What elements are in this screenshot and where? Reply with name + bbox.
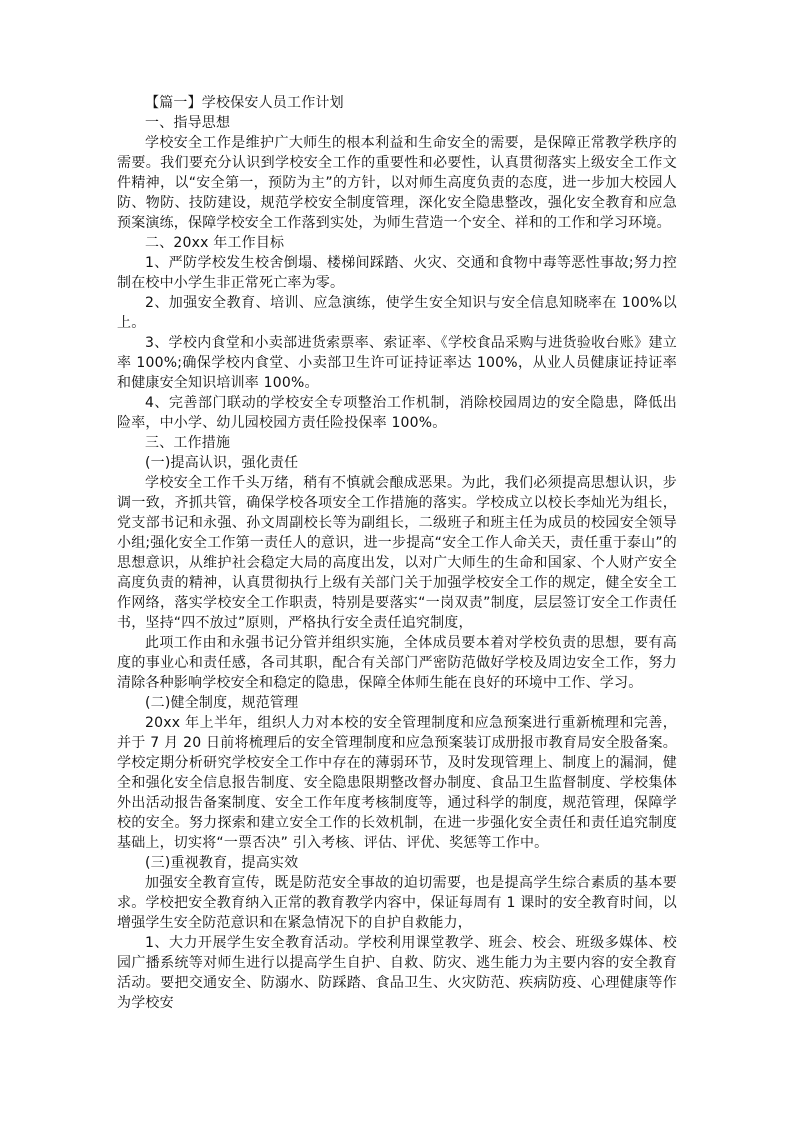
paragraph-system: 20xx 年上半年，组织人力对本校的安全管理制度和应急预案进行重新梳理和完善，并于 7 月 20 日前将梳理后的安全管理制度和应急预案装订成册报市教育局安全股备案。学校定期分析研究学校安全工作中存在的薄弱环节，及时发现管理上、制度上的漏洞，健全和强化安全信息报告制度、安全隐患限期整改督办制度、食品卫生监督制度、学校集体外出活动报告备案制度、安全工作年度考核制度等，通过科学的制度，规范管理，保障学校的安全。努力探索和建立安全工作的长效机制，在进一步强化安全责任和责任追究制度基础上，切实将“一票否决” 引入考核、评估、评优、奖惩等工作中。	[117, 715, 677, 851]
section-heading-goals: 二、20xx 年工作目标	[145, 235, 285, 251]
goal-item-1: 1、严防学校发生校舍倒塌、楼梯间踩踏、火灾、交通和食物中毒等恶性事故;努力控制在校中小学生非正常死亡率为零。	[117, 255, 677, 291]
paragraph-awareness-2: 此项工作由和永强书记分管并组织实施，全体成员要本着对学校负责的思想，要有高度的事业心和责任感，各司其职，配合有关部门严密防范做好学校及周边安全工作，努力清除各种影响学校安全和稳定的隐患，保障全体师生能在良好的环境中工作、学习。	[117, 635, 677, 691]
section-heading-measures: 三、工作措施	[145, 435, 231, 451]
section-heading-guiding-principle: 一、指导思想	[145, 115, 231, 131]
goal-item-4: 4、完善部门联动的学校安全专项整治工作机制，消除校园周边的安全隐患，降低出险率，中小学、幼儿园校园方责任险投保率 100%。	[117, 395, 677, 431]
document-title: 【篇一】学校保安人员工作计划	[145, 95, 344, 111]
paragraph-awareness-1: 学校安全工作千头万绪，稍有不慎就会酿成恶果。为此，我们必须提高思想认识，步调一致，齐抓共管，确保学校各项安全工作措施的落实。学校成立以校长李灿光为组长，党支部书记和永强、孙文周副校长等为副组长，二级班子和班主任为成员的校园安全领导小组;强化安全工作第一责任人的意识，进一步提高“安全工作人命关天，责任重于泰山”的思想意识，从维护社会稳定大局的高度出发，以对广大师生的生命和国家、个人财产安全高度负责的精神，认真贯彻执行上级有关部门关于加强学校安全工作的规定，健全安全工作网络，落实学校安全工作职责，特别是要落实“一岗双责”制度，层层签订安全工作责任书，坚持“四不放过”原则，严格执行安全责任追究制度，	[117, 475, 677, 631]
document-page	[117, 93, 677, 1013]
subsection-heading-system: (二)健全制度，规范管理	[145, 695, 299, 711]
paragraph-education-1: 加强安全教育宣传，既是防范安全事故的迫切需要，也是提高学生综合素质的基本要求。学校把安全教育纳入正常的教育教学内容中，保证每周有 1 课时的安全教育时间，以增强学生安全防范意识和在紧急情况下的自护自救能力，	[117, 875, 677, 931]
paragraph-education-2: 1、大力开展学生安全教育活动。学校利用课堂教学、班会、校会、班级多媒体、校园广播系统等对师生进行以提高学生自护、自救、防灾、逃生能力为主要内容的安全教育活动。要把交通安全、防溺水、防踩踏、食品卫生、火灾防范、疾病防疫、心理健康等作为学校安	[117, 935, 677, 1011]
subsection-heading-awareness: (一)提高认识，强化责任	[145, 455, 299, 471]
goal-item-3: 3、学校内食堂和小卖部进货索票率、索证率、《学校食品采购与进货验收台账》建立率 100%;确保学校内食堂、小卖部卫生许可证持证率达 100%，从业人员健康证持证率和健康安全知识培训率 100%。	[117, 335, 677, 391]
goal-item-2: 2、加强安全教育、培训、应急演练，使学生安全知识与安全信息知晓率在 100%以上。	[117, 295, 677, 331]
subsection-heading-education: (三)重视教育，提高实效	[145, 855, 299, 871]
paragraph-guiding-principle: 学校安全工作是维护广大师生的根本利益和生命安全的需要，是保障正常教学秩序的需要。我们要充分认识到学校安全工作的重要性和必要性，认真贯彻落实上级安全工作文件精神，以“安全第一，预防为主”的方针，以对师生高度负责的态度，进一步加大校园人防、物防、技防建设，规范学校安全制度管理，深化安全隐患整改，强化安全教育和应急预案演练，保障学校安全工作落到实处，为师生营造一个安全、祥和的工作和学习环境。	[117, 135, 677, 231]
